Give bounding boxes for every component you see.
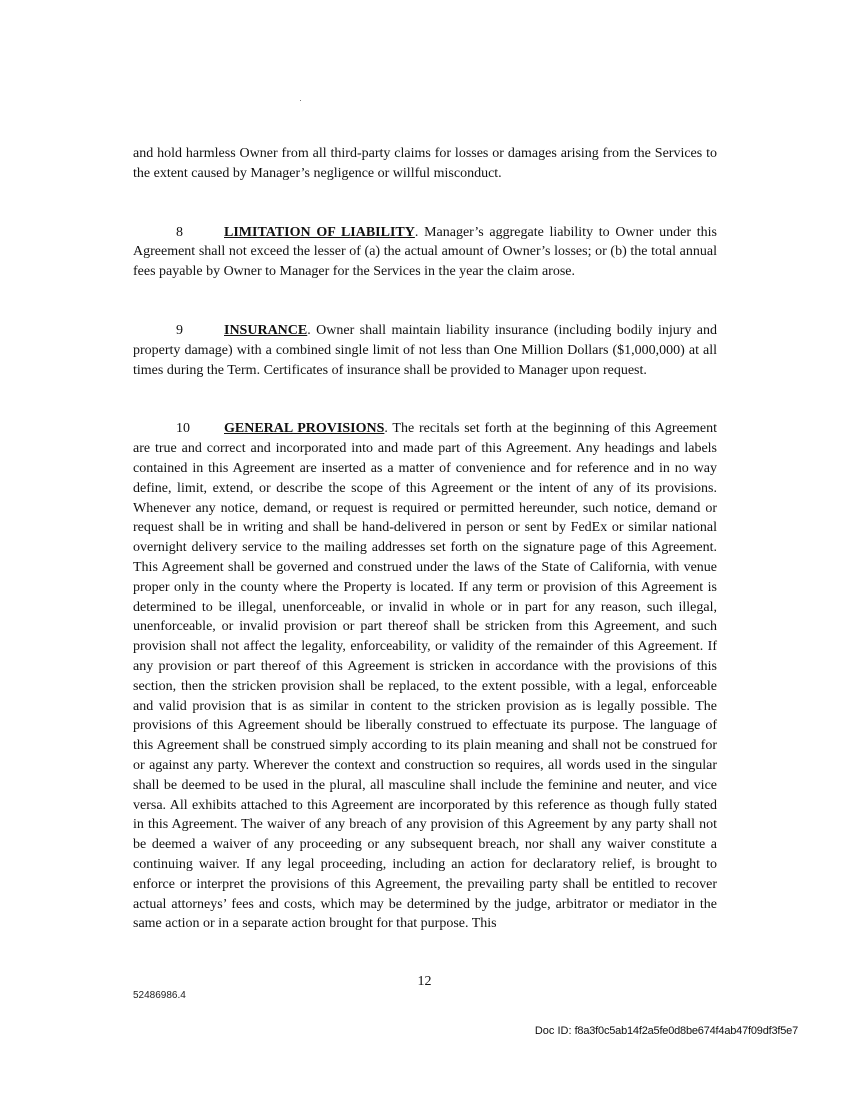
section-text: . Owner shall maintain liability insurance (including bodily injury and property damage) with a combined single limit of not less than One Million Dollars ($1,000,000) at all times during the Term. Certificates of insurance shall be provided to Manager upon request.	[133, 322, 717, 378]
section-number: 10	[176, 421, 190, 437]
section-8-paragraph	[133, 223, 717, 282]
scan-speck	[300, 100, 301, 101]
document-version-number: 52486986.4	[133, 990, 186, 1001]
continuation-paragraph	[133, 144, 717, 184]
section-text: . The recitals set forth at the beginning of this Agreement are true and correct and incorporated into and made part of this Agreement. Any headings and labels contained in this Agreement are inserted as a matter of convenience and for reference and in no way define, limit, extend, or describe the scope of this Agreement or the intent of any of its provisions. Whenever any notice, demand, or request is required or permitted hereunder, such notice, demand or request shall be in writing and shall be hand-delivered in person or sent by FedEx or similar national overnight delivery service to the mailing addresses set forth on the signature page of this Agreement. This Agreement shall be governed and construed under the laws of the State of California, with venue proper only in the county where the Property is located. If any term or provision of this Agreement is determined to be illegal, unenforceable, or invalid in whole or in part for any reason, such illegal, unenforceable, or invalid provision or part thereof shall be stricken from this Agreement, and such provision shall not affect the legality, enforceability, or validity of the remainder of this Agreement. If any provision or part thereof of this Agreement is stricken in accordance with the provisions of this section, then the stricken provision shall be replaced, to the extent possible, with a legal, enforceable and valid provision that is as similar in content to the stricken provision as is legally possible. The provisions of this Agreement should be liberally construed to effectuate its purpose. The language of this Agreement shall be construed simply according to its plain meaning and shall not be construed for or against any party. Wherever the context and construction so requires, all words used in the singular shall be deemed to be used in the plural, all masculine shall include the feminine and neuter, and vice versa. All exhibits attached to this Agreement are incorporated by this reference as though fully stated in this Agreement. The waiver of any breach of any provision of this Agreement by any party shall not be deemed a waiver of any proceeding or any subsequent breach, nor shall any waiver constitute a continuing waiver. If any legal proceeding, including an action for declaratory relief, is brought to enforce or interpret the provisions of this Agreement, the prevailing party shall be entitled to recover actual attorneys’ fees and costs, which may be determined by the judge, arbitrator or mediator in the same action or in a separate action brought for that purpose. This	[133, 421, 717, 932]
section-10-paragraph	[133, 419, 717, 934]
page-number: 12	[417, 974, 432, 989]
section-number: 8	[176, 224, 183, 240]
doc-id-stamp	[535, 1025, 798, 1037]
section-heading: INSURANCE	[224, 322, 308, 338]
continuation-text: and hold harmless Owner from all third-party claims for losses or damages arising from the Services to the extent caused by Manager’s negligence or willful misconduct.	[133, 146, 717, 181]
section-text: . Manager’s aggregate liability to Owner under this Agreement shall not exceed the lesser of (a) the actual amount of Owner’s losses; or (b) the total annual fees payable by Owner to Manager for the Services in the year the claim arose.	[133, 224, 717, 280]
doc-id-label: Doc ID:	[534, 1025, 575, 1037]
doc-id-value: f8a3f0c5ab14f2a5fe0d8be674f4ab47f09df3f5e7	[574, 1025, 798, 1037]
section-number: 9	[176, 322, 183, 338]
section-9-paragraph	[133, 321, 717, 380]
section-heading: LIMITATION OF LIABILITY	[224, 224, 415, 240]
document-body	[133, 144, 717, 934]
section-heading: GENERAL PROVISIONS	[224, 421, 385, 437]
